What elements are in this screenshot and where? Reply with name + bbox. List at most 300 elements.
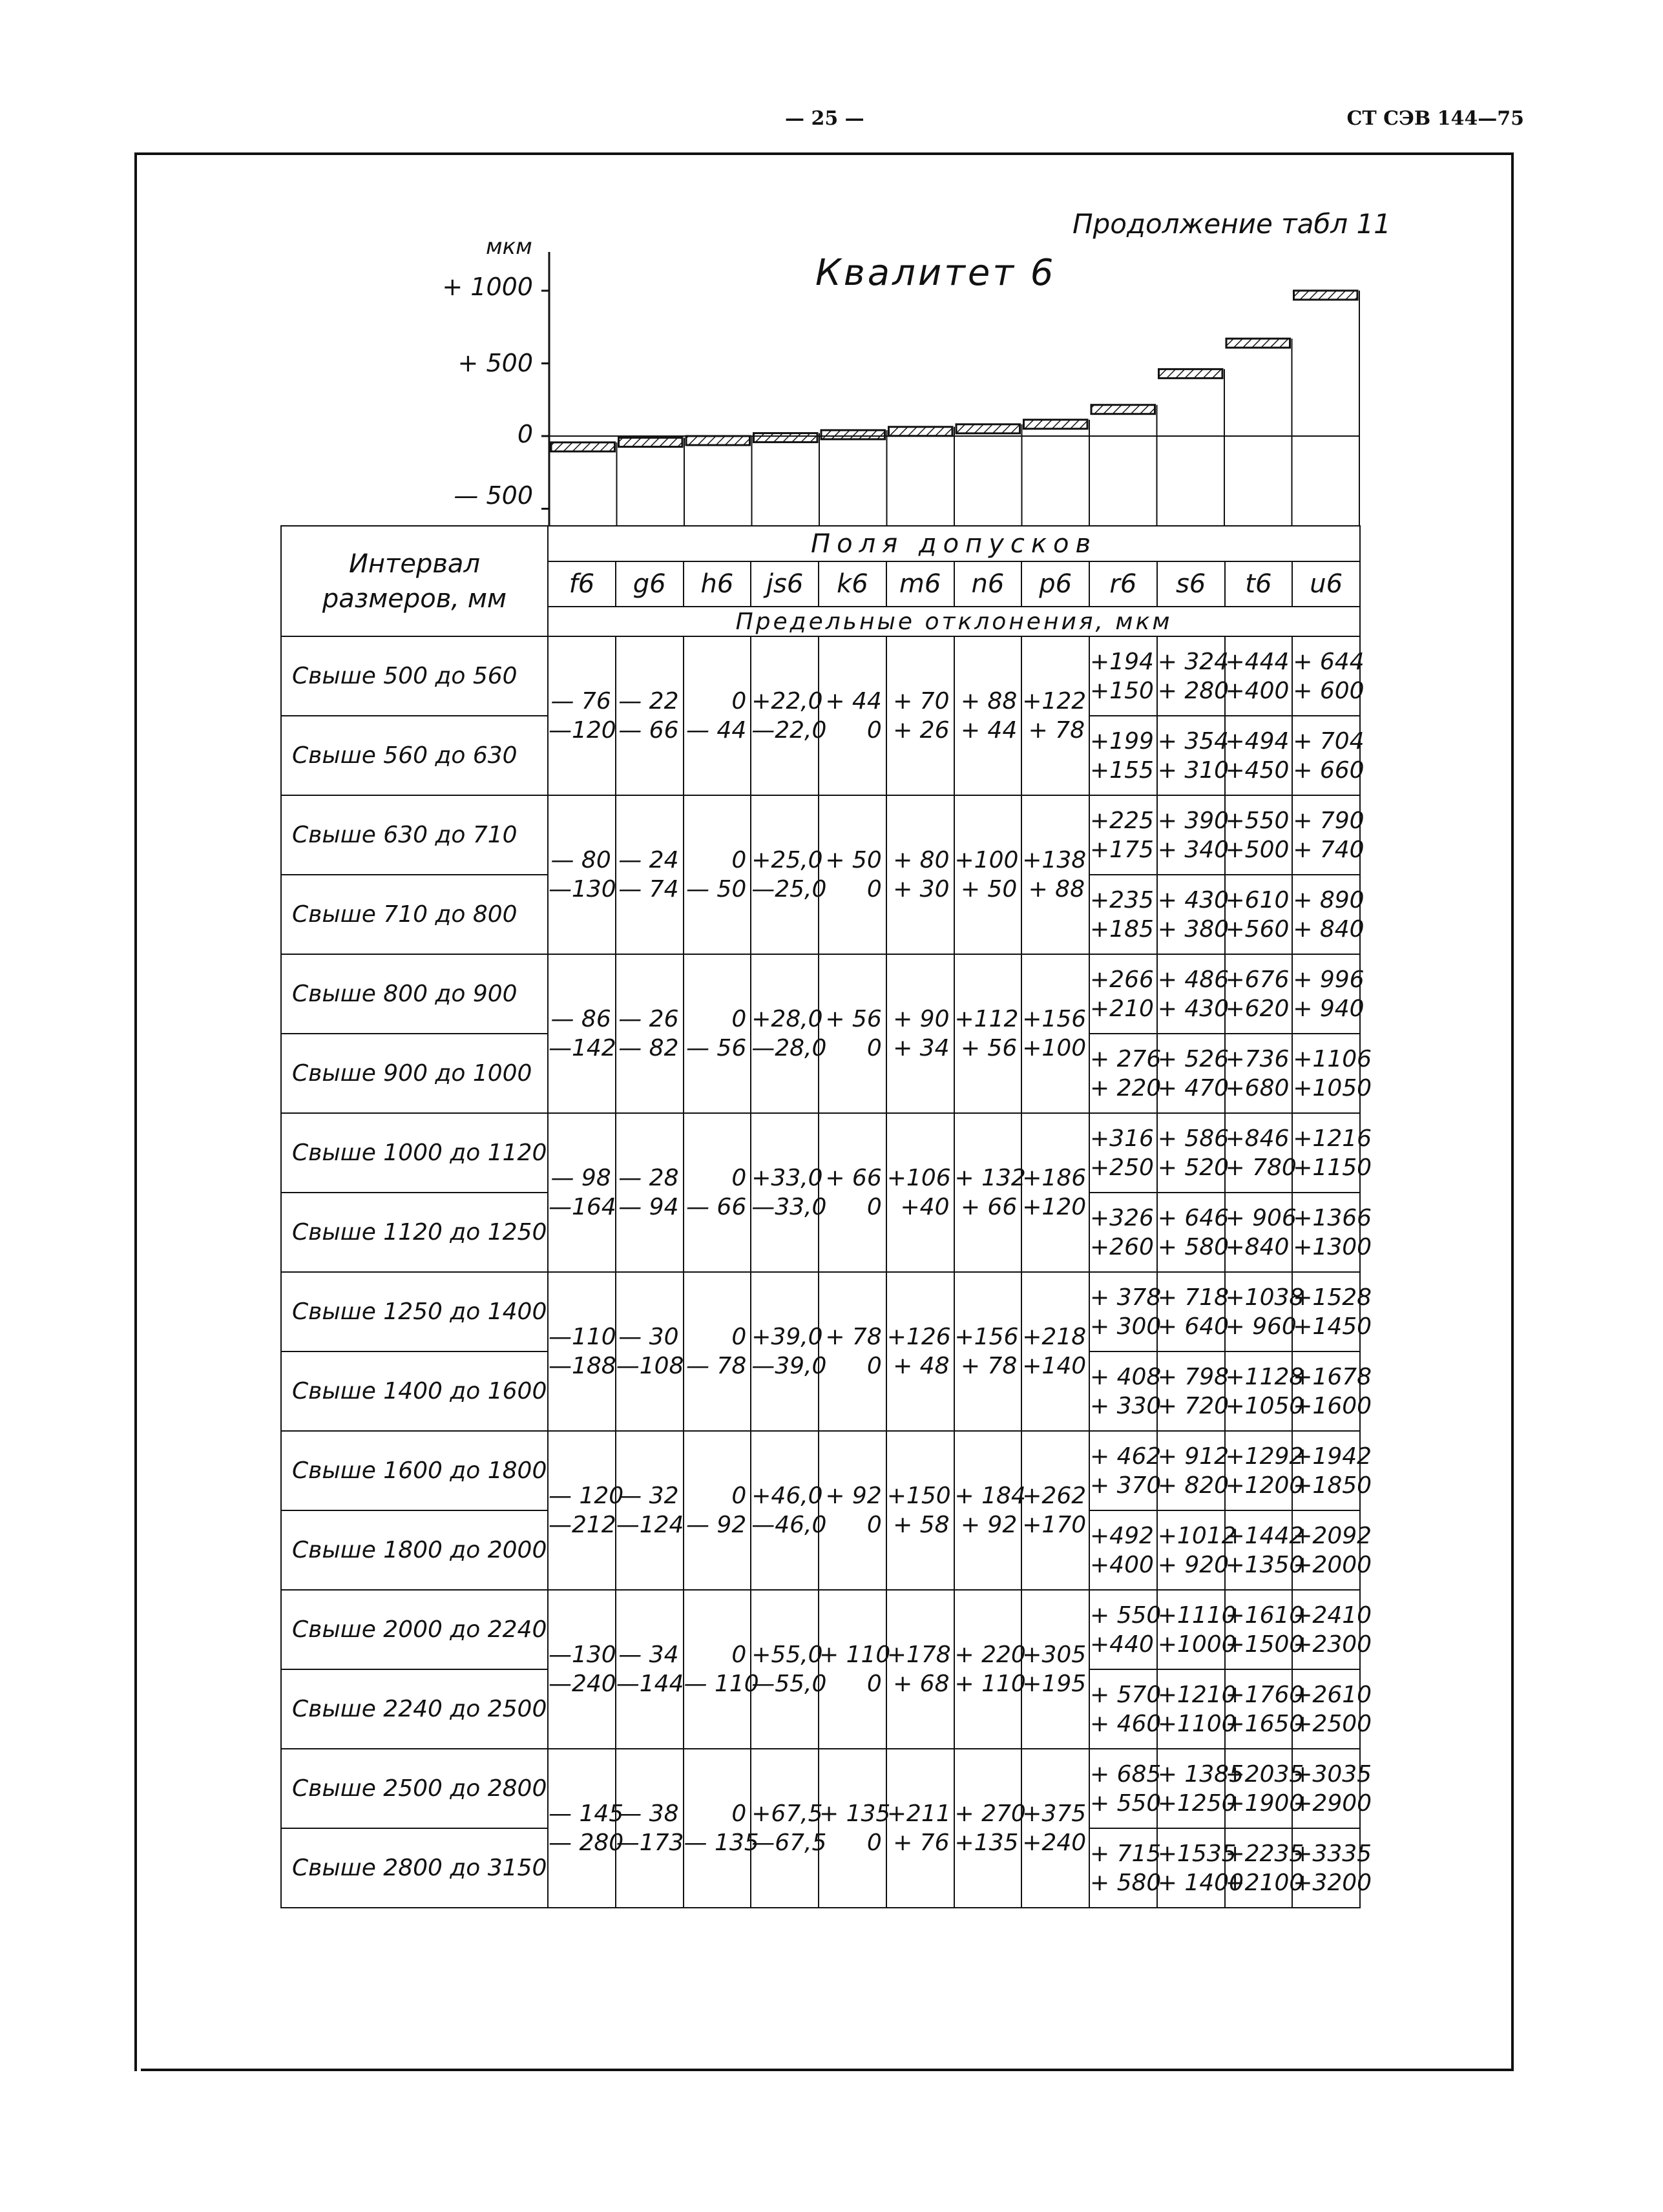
frame-bottom-line (141, 2069, 1514, 2071)
lower-deviation: —55,0 (751, 1671, 827, 1697)
shared-deviation-js6 (751, 1590, 827, 1749)
shared-deviation-k6 (819, 1272, 886, 1431)
upper-deviation: — 24 (618, 847, 679, 873)
lower-deviation: +680 (1225, 1074, 1290, 1101)
y-tick-label-500: + 500 (457, 349, 533, 377)
deviation-t6 (1225, 1351, 1304, 1431)
upper-deviation: +106 (886, 1165, 951, 1191)
lower-deviation: —46,0 (751, 1512, 827, 1538)
upper-deviation: +25,0 (751, 847, 823, 873)
upper-deviation: +1678 (1293, 1363, 1372, 1390)
upper-deviation: +138 (1022, 847, 1087, 873)
shared-deviation-g6 (616, 1590, 684, 1749)
shared-deviation-g6 (616, 1749, 684, 1908)
shared-deviation-n6 (954, 795, 1022, 954)
shared-deviation-js6 (751, 1272, 827, 1431)
upper-deviation: —110 (549, 1324, 616, 1350)
shared-deviation-js6 (751, 1749, 827, 1908)
tolerance-zone-js6 (754, 433, 818, 442)
upper-deviation: + 704 (1293, 727, 1365, 755)
lower-deviation: 0 (866, 1671, 882, 1697)
upper-deviation: +3035 (1293, 1760, 1372, 1788)
table-row (281, 795, 1360, 875)
upper-deviation: + 462 (1090, 1443, 1162, 1470)
deviation-r6 (1089, 1510, 1157, 1590)
shared-deviation-h6 (684, 1749, 759, 1908)
shared-deviation-k6 (819, 795, 886, 954)
upper-deviation: +225 (1090, 807, 1154, 834)
upper-deviation: + 408 (1090, 1363, 1162, 1390)
interval-label: Свыше 2000 до 2240 (281, 1590, 548, 1669)
shared-deviation-k6 (819, 1113, 886, 1272)
lower-deviation: +1600 (1293, 1392, 1372, 1419)
lower-deviation: +2300 (1293, 1631, 1372, 1658)
lower-deviation: +1350 (1225, 1551, 1304, 1578)
upper-deviation: + 50 (825, 847, 882, 873)
interval-label: Свыше 1600 до 1800 (281, 1431, 548, 1510)
shared-deviation-n6 (954, 1431, 1026, 1590)
lower-deviation: + 340 (1157, 836, 1229, 863)
upper-deviation: + 90 (893, 1006, 950, 1032)
tolerance-chart (0, 0, 1663, 530)
lower-deviation: + 960 (1225, 1313, 1297, 1340)
shared-deviation-f6 (548, 1590, 616, 1749)
lower-deviation: + 820 (1157, 1472, 1229, 1499)
lower-deviation: + 460 (1090, 1710, 1162, 1737)
deviation-t6 (1225, 875, 1293, 954)
shared-deviation-m6 (886, 795, 954, 954)
lower-deviation: — 66 (618, 717, 679, 744)
interval-label: Свыше 800 до 900 (281, 954, 548, 1034)
lower-deviation: + 310 (1157, 756, 1229, 784)
table-row (281, 1113, 1360, 1193)
lower-deviation: —28,0 (751, 1035, 827, 1061)
standard-code: CT СЭВ 144—75 (1346, 107, 1524, 130)
deviation-r6 (1089, 1669, 1162, 1749)
lower-deviation: + 370 (1090, 1472, 1162, 1499)
deviation-r6 (1089, 954, 1157, 1034)
upper-deviation: — 38 (618, 1800, 679, 1827)
shared-deviation-k6 (819, 954, 886, 1113)
upper-deviation: +305 (1022, 1642, 1087, 1668)
lower-deviation: 0 (866, 876, 882, 903)
tolerance-zone-m6 (889, 427, 953, 436)
upper-deviation: +1106 (1293, 1045, 1372, 1072)
deviation-r6 (1089, 1351, 1162, 1431)
column-header-g6: g6 (616, 561, 684, 607)
upper-deviation: + 135 (819, 1800, 891, 1827)
upper-deviation: + 890 (1293, 886, 1365, 913)
lower-deviation: +240 (1022, 1830, 1087, 1856)
shared-deviation-f6 (548, 795, 616, 954)
lower-deviation: —212 (549, 1512, 616, 1538)
deviation-u6 (1292, 1590, 1372, 1669)
upper-deviation: +1210 (1157, 1681, 1237, 1708)
lower-deviation: 0 (866, 1830, 882, 1856)
lower-deviation: + 56 (960, 1035, 1018, 1061)
interval-label: Свыше 630 до 710 (281, 795, 548, 875)
tolerance-zone-g6 (619, 438, 683, 447)
shared-deviation-g6 (616, 1113, 684, 1272)
shared-deviation-m6 (886, 1749, 954, 1908)
deviation-u6 (1292, 1272, 1372, 1351)
column-header-m6: m6 (886, 561, 954, 607)
deviation-u6 (1292, 1669, 1372, 1749)
lower-deviation: + 78 (1028, 717, 1085, 744)
upper-deviation: +1610 (1225, 1602, 1304, 1629)
column-header-f6: f6 (548, 561, 616, 607)
column-header-k6: k6 (819, 561, 886, 607)
deviation-s6 (1157, 1828, 1244, 1908)
upper-deviation: +28,0 (751, 1006, 823, 1032)
upper-deviation: + 906 (1225, 1204, 1297, 1231)
upper-deviation: + 110 (819, 1642, 891, 1668)
lower-deviation: +155 (1090, 756, 1154, 784)
shared-deviation-m6 (886, 954, 954, 1113)
upper-deviation: — 32 (618, 1483, 679, 1509)
upper-deviation: — 76 (550, 688, 611, 715)
deviation-u6 (1292, 1351, 1372, 1431)
upper-deviation: +676 (1225, 966, 1290, 993)
shared-deviation-f6 (548, 1113, 616, 1272)
upper-deviation: —130 (549, 1642, 616, 1668)
upper-deviation: +2035 (1225, 1760, 1304, 1788)
upper-deviation: +178 (886, 1642, 951, 1668)
deviation-u6 (1292, 1193, 1372, 1272)
lower-deviation: + 88 (1028, 876, 1085, 903)
upper-deviation: +1216 (1293, 1125, 1372, 1152)
lower-deviation: +250 (1090, 1154, 1154, 1181)
deviation-u6 (1292, 1510, 1372, 1590)
lower-deviation: + 34 (893, 1035, 950, 1061)
interval-label: Свыше 560 до 630 (281, 716, 548, 795)
lower-deviation: — 82 (618, 1035, 679, 1061)
deviations-header: Предельные отклонения, мкм (548, 607, 1360, 636)
deviation-t6 (1225, 1113, 1297, 1193)
tolerance-zone-h6 (686, 436, 750, 445)
upper-deviation: +1292 (1225, 1443, 1304, 1470)
deviation-s6 (1157, 716, 1229, 795)
upper-deviation: +2235 (1225, 1840, 1304, 1867)
deviation-u6 (1292, 1431, 1372, 1510)
lower-deviation: — 280 (549, 1830, 624, 1856)
shared-deviation-p6 (1021, 1272, 1089, 1431)
table-row (281, 1431, 1360, 1510)
lower-deviation: 0 (866, 1353, 882, 1379)
lower-deviation: + 78 (960, 1353, 1018, 1379)
deviation-t6 (1225, 1669, 1304, 1749)
upper-deviation: + 996 (1293, 966, 1365, 993)
upper-deviation: +1760 (1225, 1681, 1304, 1708)
lower-deviation: +400 (1225, 677, 1290, 704)
upper-deviation: — 34 (618, 1642, 679, 1668)
lower-deviation: +500 (1225, 836, 1290, 863)
lower-deviation: 0 (866, 1194, 882, 1220)
upper-deviation: — 28 (618, 1165, 679, 1191)
deviation-s6 (1157, 1510, 1237, 1590)
upper-deviation: + 790 (1293, 807, 1365, 834)
shared-deviation-h6 (684, 1590, 759, 1749)
upper-deviation: 0 (731, 1165, 747, 1191)
lower-deviation: +120 (1022, 1194, 1087, 1220)
lower-deviation: + 580 (1157, 1233, 1229, 1260)
shared-deviation-n6 (954, 1749, 1026, 1908)
upper-deviation: — 30 (618, 1324, 679, 1350)
shared-deviation-m6 (886, 1590, 954, 1749)
y-tick-label-0: 0 (517, 420, 533, 448)
upper-deviation: +55,0 (751, 1642, 823, 1668)
shared-deviation-h6 (684, 795, 751, 954)
upper-deviation: + 88 (960, 688, 1018, 715)
upper-deviation: + 184 (954, 1483, 1026, 1509)
upper-deviation: +2410 (1293, 1602, 1372, 1629)
lower-deviation: + 110 (954, 1671, 1026, 1697)
upper-deviation: + 80 (893, 847, 950, 873)
deviation-s6 (1157, 1590, 1237, 1669)
upper-deviation: 0 (731, 688, 747, 715)
upper-deviation: + 798 (1157, 1363, 1229, 1390)
shared-deviation-g6 (616, 1272, 684, 1431)
fields-header: Поля допусков (548, 526, 1360, 561)
lower-deviation: + 840 (1293, 915, 1365, 943)
upper-deviation: +22,0 (751, 688, 823, 715)
lower-deviation: +450 (1225, 756, 1290, 784)
lower-deviation: —108 (616, 1353, 684, 1379)
upper-deviation: + 276 (1090, 1045, 1162, 1072)
deviation-t6 (1225, 636, 1293, 716)
lower-deviation: +195 (1022, 1671, 1087, 1697)
lower-deviation: + 380 (1157, 915, 1229, 943)
lower-deviation: —67,5 (751, 1830, 827, 1856)
upper-deviation: +39,0 (751, 1324, 823, 1350)
deviation-r6 (1089, 1272, 1162, 1351)
interval-label: Свыше 1120 до 1250 (281, 1193, 548, 1272)
deviation-t6 (1225, 1272, 1304, 1351)
upper-deviation: 0 (731, 1800, 747, 1827)
deviation-s6 (1157, 1193, 1229, 1272)
deviation-s6 (1157, 875, 1229, 954)
shared-deviation-p6 (1021, 1590, 1089, 1749)
deviation-u6 (1292, 795, 1365, 875)
shared-deviation-n6 (954, 636, 1022, 795)
lower-deviation: + 280 (1157, 677, 1229, 704)
lower-deviation: + 1400 (1157, 1869, 1244, 1896)
lower-deviation: — 66 (685, 1194, 747, 1220)
upper-deviation: +494 (1225, 727, 1290, 755)
lower-deviation: + 50 (960, 876, 1018, 903)
shared-deviation-n6 (954, 1590, 1026, 1749)
lower-deviation: + 58 (893, 1512, 950, 1538)
lower-deviation: —124 (616, 1512, 684, 1538)
column-header-t6: t6 (1225, 561, 1293, 607)
interval-label: Свыше 1000 до 1120 (281, 1113, 548, 1193)
lower-deviation: + 92 (960, 1512, 1018, 1538)
lower-deviation: +150 (1090, 677, 1154, 704)
lower-deviation: —120 (549, 717, 616, 744)
lower-deviation: +1900 (1225, 1789, 1304, 1817)
upper-deviation: +266 (1090, 966, 1154, 993)
shared-deviation-m6 (886, 636, 954, 795)
deviation-r6 (1089, 1590, 1162, 1669)
shared-deviation-g6 (616, 954, 684, 1113)
deviation-s6 (1157, 1272, 1229, 1351)
upper-deviation: — 145 (549, 1800, 624, 1827)
deviations-table (280, 525, 1372, 1908)
lower-deviation: — 78 (685, 1353, 747, 1379)
deviation-r6 (1089, 716, 1157, 795)
upper-deviation: +550 (1225, 807, 1290, 834)
deviation-t6 (1225, 1431, 1304, 1510)
lower-deviation: 0 (866, 1512, 882, 1538)
upper-deviation: — 80 (550, 847, 611, 873)
lower-deviation: — 74 (618, 876, 679, 903)
lower-deviation: +1050 (1293, 1074, 1372, 1101)
upper-deviation: + 526 (1157, 1045, 1229, 1072)
deviation-s6 (1157, 636, 1229, 716)
lower-deviation: + 220 (1090, 1074, 1162, 1101)
shared-deviation-js6 (751, 795, 827, 954)
tolerance-zone-k6 (821, 430, 885, 439)
deviation-r6 (1089, 875, 1157, 954)
upper-deviation: 0 (731, 1324, 747, 1350)
table-row (281, 636, 1360, 716)
lower-deviation: — 110 (684, 1671, 759, 1697)
deviation-t6 (1225, 1828, 1304, 1908)
upper-deviation: + 912 (1157, 1443, 1229, 1470)
deviation-s6 (1157, 1034, 1229, 1113)
interval-label: Свыше 500 до 560 (281, 636, 548, 716)
lower-deviation: +1050 (1225, 1392, 1304, 1419)
upper-deviation: +122 (1022, 688, 1087, 715)
shared-deviation-k6 (819, 1431, 886, 1590)
shared-deviation-m6 (886, 1431, 954, 1590)
deviation-s6 (1157, 1113, 1229, 1193)
tolerance-zone-r6 (1091, 405, 1155, 414)
upper-deviation: + 66 (825, 1165, 882, 1191)
upper-deviation: +1535 (1157, 1840, 1237, 1867)
shared-deviation-js6 (751, 954, 827, 1113)
upper-deviation: + 644 (1293, 648, 1365, 675)
upper-deviation: +235 (1090, 886, 1154, 913)
upper-deviation: +375 (1022, 1800, 1087, 1827)
table-continuation-note: Продолжение табл 11 (1072, 208, 1391, 240)
lower-deviation: +1500 (1225, 1631, 1304, 1658)
lower-deviation: —240 (549, 1671, 616, 1697)
deviation-u6 (1292, 1749, 1372, 1828)
upper-deviation: +610 (1225, 886, 1290, 913)
upper-deviation: + 92 (825, 1483, 882, 1509)
shared-deviation-js6 (751, 1431, 827, 1590)
deviation-u6 (1292, 1828, 1372, 1908)
lower-deviation: + 660 (1293, 756, 1365, 784)
interval-label: Свыше 2800 до 3150 (281, 1828, 548, 1908)
lower-deviation: +1150 (1293, 1154, 1372, 1181)
lower-deviation: — 50 (685, 876, 747, 903)
lower-deviation: +560 (1225, 915, 1290, 943)
lower-deviation: + 470 (1157, 1074, 1229, 1101)
interval-label: Свыше 710 до 800 (281, 875, 548, 954)
interval-label: Свыше 2500 до 2800 (281, 1749, 548, 1828)
interval-header: Интервал размеров, мм (281, 526, 548, 636)
lower-deviation: + 920 (1157, 1551, 1229, 1578)
upper-deviation: + 486 (1157, 966, 1229, 993)
upper-deviation: +444 (1225, 648, 1290, 675)
upper-deviation: 0 (731, 847, 747, 873)
shared-deviation-m6 (886, 1272, 954, 1431)
deviation-u6 (1292, 716, 1365, 795)
shared-deviation-p6 (1021, 636, 1089, 795)
upper-deviation: +3335 (1293, 1840, 1372, 1867)
lower-deviation: —188 (549, 1353, 616, 1379)
upper-deviation: +33,0 (751, 1165, 823, 1191)
y-tick-label-1000: + 1000 (442, 273, 533, 301)
upper-deviation: +316 (1090, 1125, 1154, 1152)
upper-deviation: + 270 (954, 1800, 1026, 1827)
shared-deviation-h6 (684, 1431, 751, 1590)
lower-deviation: + 430 (1157, 995, 1229, 1022)
lower-deviation: +140 (1022, 1353, 1087, 1379)
deviation-u6 (1292, 954, 1365, 1034)
lower-deviation: —22,0 (751, 717, 827, 744)
shared-deviation-k6 (819, 1749, 891, 1908)
shared-deviation-k6 (819, 1590, 891, 1749)
lower-deviation: + 44 (960, 717, 1018, 744)
upper-deviation: +156 (954, 1324, 1019, 1350)
deviation-r6 (1089, 1193, 1157, 1272)
deviation-t6 (1225, 1193, 1297, 1272)
upper-deviation: +846 (1225, 1125, 1290, 1152)
upper-deviation: + 132 (954, 1165, 1026, 1191)
upper-deviation: — 98 (550, 1165, 611, 1191)
lower-deviation: —164 (549, 1194, 616, 1220)
upper-deviation: +1012 (1157, 1522, 1237, 1549)
upper-deviation: — 86 (550, 1006, 611, 1032)
lower-deviation: + 600 (1293, 677, 1365, 704)
shared-deviation-n6 (954, 1272, 1022, 1431)
shared-deviation-p6 (1021, 954, 1089, 1113)
tolerance-zone-f6 (551, 443, 615, 452)
deviation-s6 (1157, 795, 1229, 875)
shared-deviation-g6 (616, 1431, 684, 1590)
upper-deviation: +211 (886, 1800, 951, 1827)
interval-label: Свыше 900 до 1000 (281, 1034, 548, 1113)
lower-deviation: — 135 (684, 1830, 759, 1856)
upper-deviation: +100 (954, 847, 1019, 873)
lower-deviation: +440 (1090, 1631, 1154, 1658)
lower-deviation: + 640 (1157, 1313, 1229, 1340)
deviation-s6 (1157, 1669, 1237, 1749)
upper-deviation: +218 (1022, 1324, 1087, 1350)
upper-deviation: +2610 (1293, 1681, 1372, 1708)
upper-deviation: +1038 (1225, 1284, 1304, 1311)
upper-deviation: + 586 (1157, 1125, 1229, 1152)
shared-deviation-k6 (819, 636, 886, 795)
lower-deviation: +40 (900, 1194, 950, 1220)
deviation-u6 (1292, 1034, 1372, 1113)
upper-deviation: +2092 (1293, 1522, 1372, 1549)
upper-deviation: + 1385 (1157, 1760, 1244, 1788)
deviation-t6 (1225, 1749, 1304, 1828)
deviation-r6 (1089, 1113, 1157, 1193)
interval-label: Свыше 1800 до 2000 (281, 1510, 548, 1590)
column-header-n6: n6 (954, 561, 1022, 607)
lower-deviation: +1650 (1225, 1710, 1304, 1737)
lower-deviation: —25,0 (751, 876, 827, 903)
upper-deviation: +326 (1090, 1204, 1154, 1231)
shared-deviation-h6 (684, 1113, 751, 1272)
lower-deviation: +1000 (1157, 1631, 1237, 1658)
shared-deviation-f6 (548, 1749, 624, 1908)
